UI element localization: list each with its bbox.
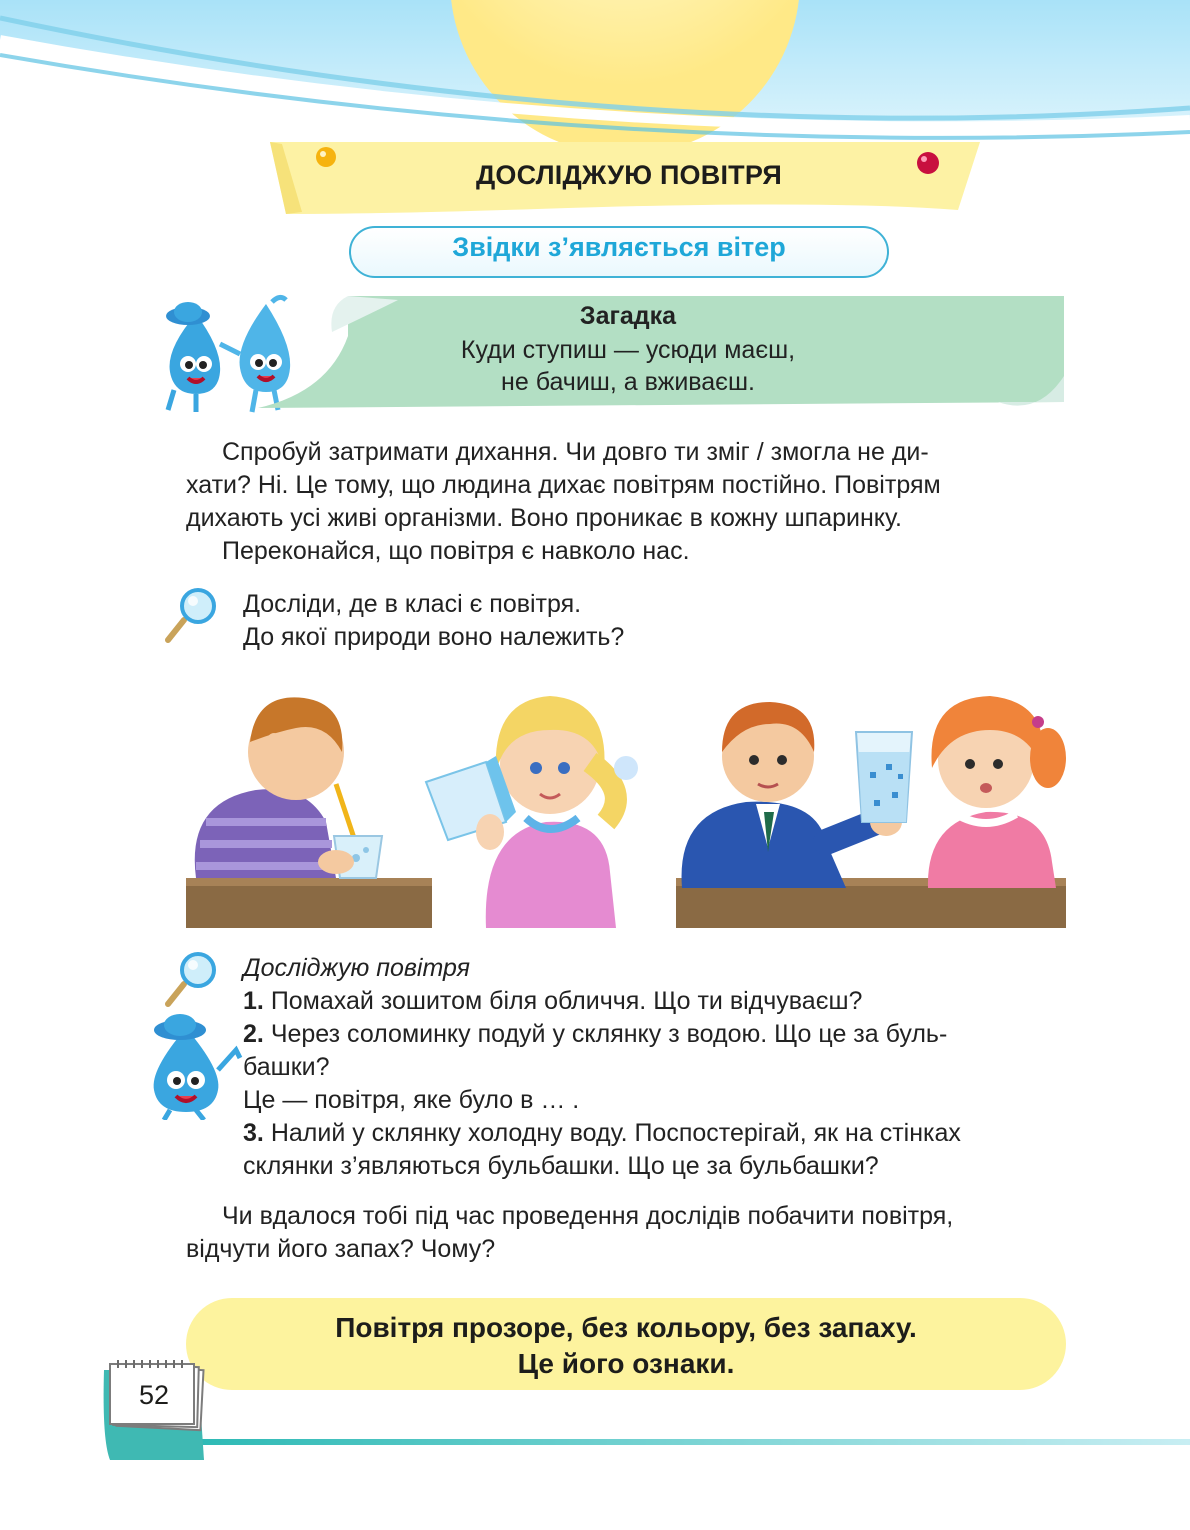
glass-of-water — [856, 732, 912, 822]
conclusion-line-1: Повітря прозоре, без кольору, без запаху. — [335, 1312, 917, 1343]
header-sky-decoration — [0, 0, 1190, 150]
riddle-title: Загадка — [579, 302, 677, 330]
step-3-number: 3. — [243, 1119, 264, 1147]
page-title: ДОСЛІДЖУЮ ПОВІТРЯ — [475, 160, 782, 190]
step-2-number: 2. — [243, 1020, 264, 1048]
intro-line-3: дихають усі живі організми. Воно проникає в кожну шпаринку. — [186, 504, 902, 532]
water-drop-mascot-left — [166, 302, 220, 412]
task-1 — [243, 588, 624, 654]
step-1-number: 1. — [243, 987, 264, 1015]
step-3-text: Налий у склянку холодну воду. Поспостерігай, як на стінках — [270, 1119, 961, 1147]
water-drop-mascot — [140, 1010, 244, 1120]
experiment-step-3 — [243, 1117, 961, 1150]
girl-with-notebook — [426, 696, 638, 928]
page-number: 52 — [138, 1380, 170, 1410]
step-1-text: Помахай зошитом біля обличчя. Що ти відчуваєш? — [270, 987, 863, 1015]
intro-line-2: хати? Ні. Це тому, що людина дихає повітрям постійно. Повітрям — [186, 471, 941, 499]
question-line-2: відчути його запах? Чому? — [186, 1235, 496, 1263]
riddle-line-2: не бачиш, а вживаєш. — [501, 368, 755, 396]
boy-with-straw — [195, 697, 382, 878]
page-footer-decoration — [100, 1360, 1190, 1470]
conclusion-line-2: Це його ознаки. — [517, 1348, 735, 1379]
experiment-step-1 — [243, 985, 961, 1018]
magnifier-icon — [164, 950, 220, 1008]
step-2-continuation: башки? — [243, 1053, 330, 1081]
step-3-continuation: склянки з’являються бульбашки. Що це за бульбашки? — [243, 1152, 879, 1180]
experiment-heading: Досліджую повітря — [243, 954, 470, 982]
girl-with-red-hair — [928, 696, 1066, 888]
intro-line-4: Переконайся, що повітря є навколо нас. — [222, 537, 690, 565]
question-line-1: Чи вдалося тобі під час проведення дослідів побачити повітря, — [222, 1202, 954, 1230]
magnifier-icon — [164, 586, 220, 644]
step-2-text: Через соломинку подуй у склянку з водою. Що це за буль- — [270, 1020, 948, 1048]
section-subtitle: Звідки з’являється вітер — [452, 232, 786, 262]
riddle-line-1: Куди ступиш — усюди маєш, — [460, 336, 796, 364]
experiment-step-2 — [243, 1018, 961, 1051]
children-experiment-illustration — [186, 672, 1066, 928]
step-2-fill-in: Це — повітря, яке було в … . — [243, 1086, 580, 1114]
task-1-line-2: До якої природи воно належить? — [243, 623, 625, 651]
intro-line-1: Спробуй затримати дихання. Чи довго ти зміг / змогла не ди- — [222, 438, 929, 466]
experiment-section — [243, 952, 961, 1183]
task-1-line-1: Досліди, де в класі є повітря. — [243, 590, 582, 618]
intro-paragraph — [186, 436, 1066, 568]
question-paragraph — [186, 1200, 1066, 1266]
